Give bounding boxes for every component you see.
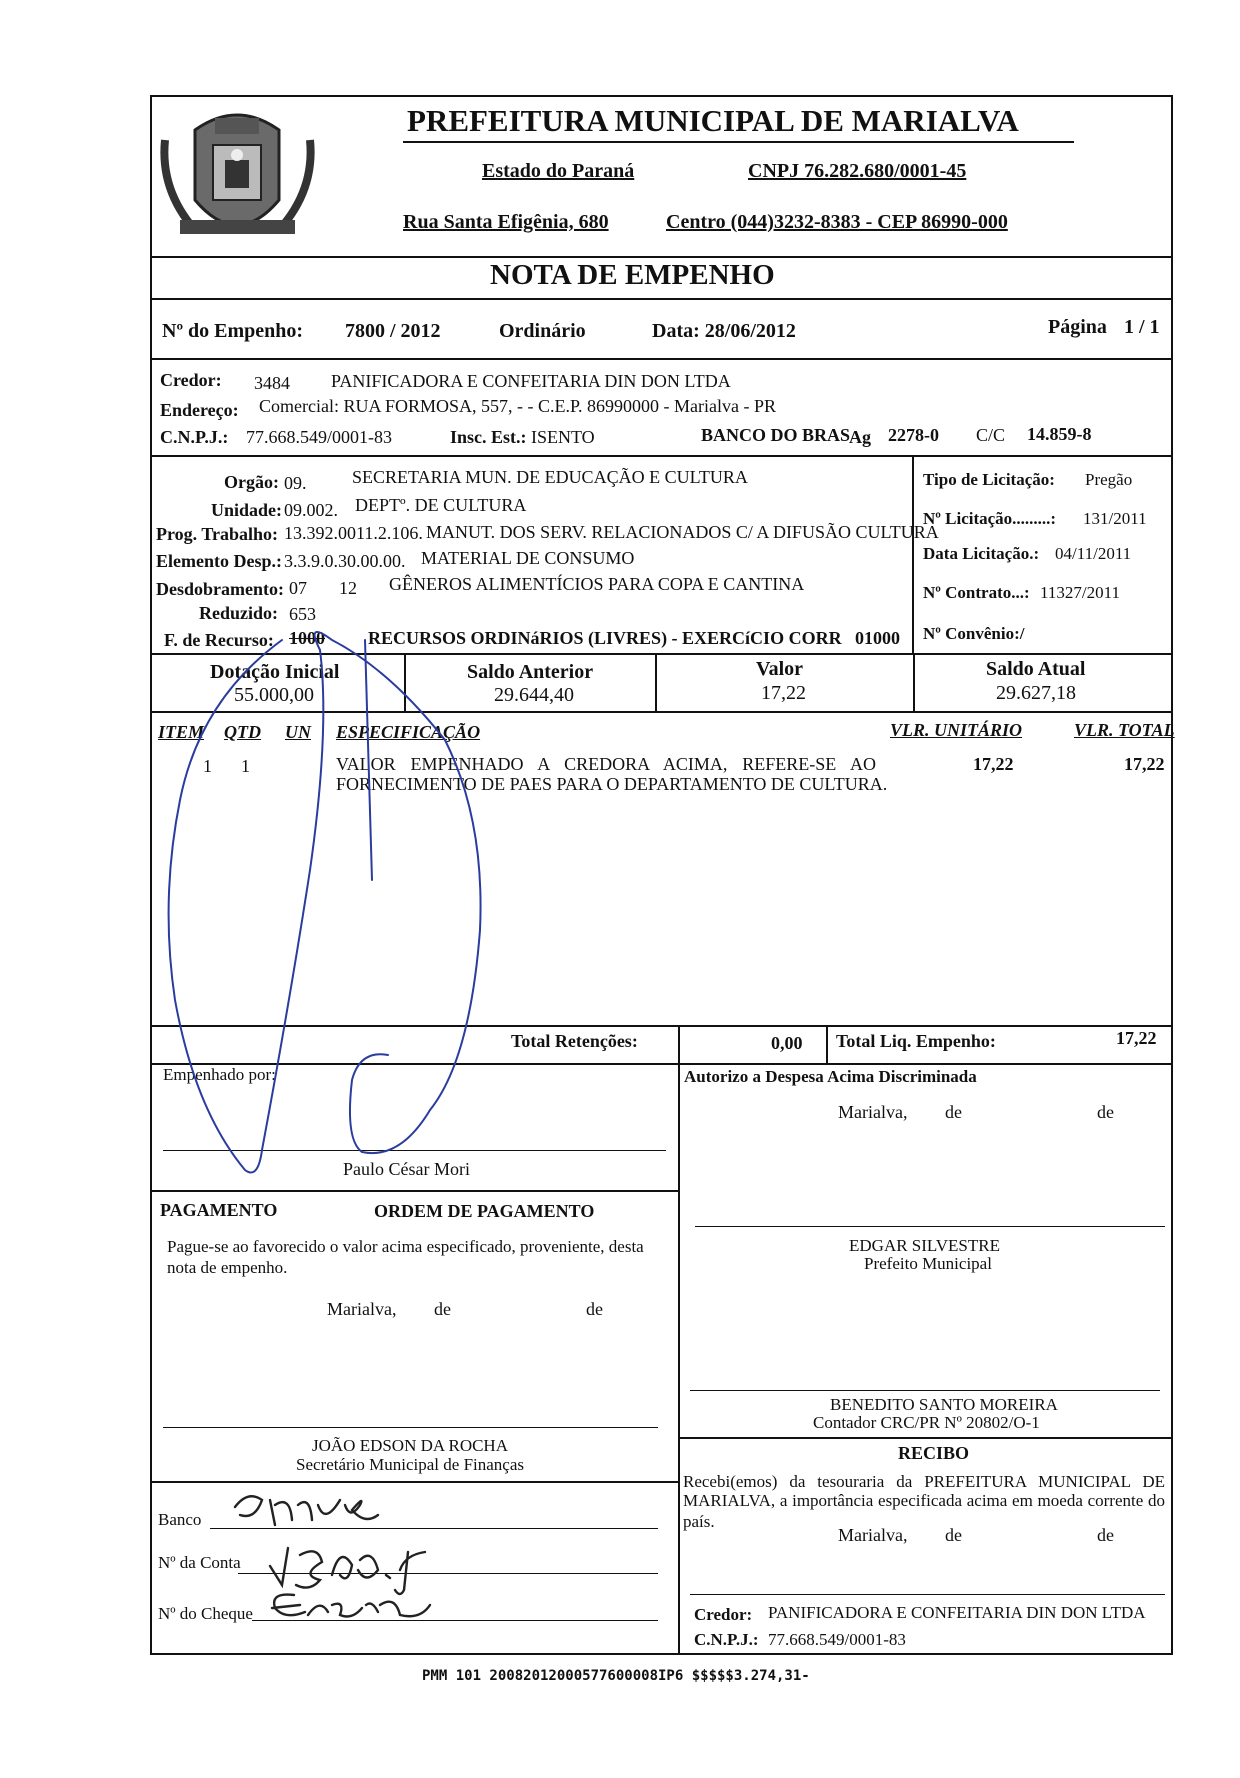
item-qtd: 1: [241, 756, 250, 776]
cc-label: C/C: [976, 425, 1006, 445]
col-item: ITEM: [158, 722, 205, 742]
recurso-code: 1000: [289, 628, 325, 648]
empenho-date: Data: 28/06/2012: [652, 320, 796, 342]
col-espec: ESPECIFICAÇÃO: [336, 722, 481, 742]
total-liq-label: Total Liq. Empenho:: [836, 1031, 996, 1051]
total-liq-value: 17,22: [1116, 1028, 1157, 1048]
desd-code2: 12: [339, 578, 357, 598]
recibo-de2: de: [1097, 1525, 1114, 1545]
recurso-name: RECURSOS ORDINáRIOS (LIVRES) - EXERCíCIO CORR: [368, 628, 842, 648]
ag-value: 2278-0: [888, 425, 939, 445]
prog-label: Prog. Trabalho:: [156, 524, 279, 544]
unidade-label: Unidade:: [211, 500, 283, 520]
valor-label: Valor: [756, 658, 804, 680]
orgao-name: SECRETARIA MUN. DE EDUCAÇÃO E CULTURA: [352, 467, 748, 487]
desd-label: Desdobramento:: [156, 579, 284, 599]
col-total: VLR. TOTAL: [1074, 720, 1175, 740]
num-licitacao-label: Nº Licitação.........:: [923, 509, 1057, 528]
credor-name: PANIFICADORA E CONFEITARIA DIN DON LTDA: [331, 371, 731, 391]
empenhado-label: Empenhado por:: [163, 1065, 276, 1084]
prog-name: MANUT. DOS SERV. RELACIONADOS C/ A DIFUSÃO CULTURA: [426, 522, 939, 542]
address-text: Rua Santa Efigênia, 680: [403, 211, 609, 233]
insc-label: Insc. Est.:: [450, 427, 527, 447]
recibo-label: RECIBO: [898, 1443, 970, 1463]
elem-name: MATERIAL DE CONSUMO: [421, 548, 635, 568]
contrato-value: 11327/2011: [1040, 583, 1120, 602]
reduzido-label: Reduzido:: [199, 603, 279, 623]
recibo-text-line2: MARIALVA, a importância especificada acima em moeda corrente do: [683, 1491, 1165, 1510]
recibo-text-line1: Recebi(emos) da tesouraria da PREFEITURA MUNICIPAL DE: [683, 1472, 1165, 1491]
unidade-code: 09.002.: [284, 500, 338, 520]
num-licitacao-value: 131/2011: [1083, 509, 1147, 528]
prefeito-role: Prefeito Municipal: [864, 1254, 992, 1273]
pagamento-role: Secretário Municipal de Finanças: [296, 1455, 525, 1474]
credor-code: 3484: [254, 373, 290, 393]
saldo-anterior-label: Saldo Anterior: [467, 661, 594, 683]
desd-code1: 07: [289, 578, 307, 598]
recibo-city: Marialva,: [838, 1525, 908, 1545]
cc-value: 14.859-8: [1027, 424, 1092, 444]
pagamento-signer: JOÃO EDSON DA ROCHA: [312, 1436, 508, 1455]
empenho-type: Ordinário: [499, 320, 586, 342]
saldo-anterior-value: 29.644,40: [494, 684, 574, 706]
prog-code: 13.392.0011.2.106.: [284, 523, 423, 543]
orgao-code: 09.: [284, 473, 307, 493]
empenhado-signer: Paulo César Mori: [343, 1159, 470, 1179]
desd-name: GÊNEROS ALIMENTÍCIOS PARA COPA E CANTINA: [389, 574, 805, 594]
item-espec-line1: VALOR EMPENHADO A CREDORA ACIMA, REFERE-SE AO: [336, 754, 876, 774]
tipo-licitacao-value: Pregão: [1085, 470, 1133, 489]
prefeitura-title: PREFEITURA MUNICIPAL DE MARIALVA: [407, 103, 1019, 138]
total-retencoes-value: 0,00: [771, 1033, 803, 1053]
contador-role: Contador CRC/PR Nº 20802/O-1: [813, 1413, 1040, 1432]
item-number: 1: [203, 756, 212, 776]
contador-signer: BENEDITO SANTO MOREIRA: [830, 1395, 1058, 1414]
page-value: 1 / 1: [1124, 316, 1160, 338]
saldo-atual-value: 29.627,18: [996, 682, 1076, 704]
elem-code: 3.3.9.0.30.00.00.: [284, 551, 406, 571]
empenho-number-label: Nº do Empenho:: [162, 320, 304, 342]
item-unit-value: 17,22: [973, 754, 1014, 774]
autorizo-de1: de: [945, 1102, 962, 1122]
item-espec-line2: FORNECIMENTO DE PAES PARA O DEPARTAMENTO DE CULTURA.: [336, 774, 888, 794]
elem-label: Elemento Desp.:: [156, 551, 282, 571]
prefeitura-cnpj: CNPJ 76.282.680/0001-45: [748, 160, 967, 182]
cheque-label: Nº do Cheque: [158, 1604, 253, 1623]
total-retencoes-label: Total Retenções:: [511, 1031, 638, 1051]
recibo-credor-name: PANIFICADORA E CONFEITARIA DIN DON LTDA: [768, 1603, 1146, 1622]
orgao-label: Orgão:: [224, 472, 279, 492]
pagamento-de1: de: [434, 1299, 451, 1319]
saldo-atual-label: Saldo Atual: [986, 658, 1086, 680]
prefeito-signer: EDGAR SILVESTRE: [849, 1236, 1000, 1255]
contact-text: Centro (044)3232-8383 - CEP 86990-000: [666, 211, 1008, 233]
dotacao-inicial-label: Dotação Inicial: [210, 661, 340, 683]
pagamento-text-line1: Pague-se ao favorecido o valor acima especificado, proveniente, desta: [167, 1237, 644, 1256]
address-label: Endereço:: [160, 400, 239, 420]
recurso-number: 01000: [855, 628, 900, 648]
recibo-credor-label: Credor:: [694, 1605, 753, 1624]
insc-value: ISENTO: [531, 427, 595, 447]
cnpj-label: C.N.P.J.:: [160, 427, 229, 447]
bank-name: BANCO DO BRAS: [701, 425, 851, 445]
ag-label: Ag: [849, 427, 871, 447]
col-un: UN: [285, 722, 311, 742]
pagamento-city: Marialva,: [327, 1299, 397, 1319]
credor-address: Comercial: RUA FORMOSA, 557, - - C.E.P. 86990000 - Marialva - PR: [259, 396, 776, 416]
reduzido-value: 653: [289, 604, 316, 624]
col-unit: VLR. UNITÁRIO: [890, 720, 1023, 740]
banco-label: Banco: [158, 1510, 202, 1529]
data-licitacao-label: Data Licitação.:: [923, 544, 1040, 563]
unidade-name: DEPTº. DE CULTURA: [355, 495, 527, 515]
convenio-label: Nº Convênio:/: [923, 624, 1025, 643]
recibo-text-line3: país.: [683, 1512, 715, 1531]
conta-label: Nº da Conta: [158, 1553, 241, 1572]
state-text: Estado do Paraná: [482, 160, 635, 182]
pagamento-de2: de: [586, 1299, 603, 1319]
pagamento-text-line2: nota de empenho.: [167, 1258, 288, 1277]
recibo-cnpj-label: C.N.P.J.:: [694, 1630, 759, 1649]
ordem-pagamento-label: ORDEM DE PAGAMENTO: [374, 1201, 595, 1221]
footer-barcode-text: PMM 101 20082012000577600008IP6 $$$$$3.274,31-: [422, 1668, 810, 1684]
autorizo-label: Autorizo a Despesa Acima Discriminada: [684, 1067, 977, 1086]
autorizo-de2: de: [1097, 1102, 1114, 1122]
autorizo-city: Marialva,: [838, 1102, 908, 1122]
page-label: Página: [1048, 316, 1107, 338]
document-title: NOTA DE EMPENHO: [490, 259, 775, 291]
item-total-value: 17,22: [1124, 754, 1165, 774]
empenho-number: 7800 / 2012: [345, 320, 441, 342]
recibo-de1: de: [945, 1525, 962, 1545]
col-qtd: QTD: [224, 722, 261, 742]
data-licitacao-value: 04/11/2011: [1055, 544, 1132, 563]
pagamento-label: PAGAMENTO: [160, 1200, 278, 1220]
tipo-licitacao-label: Tipo de Licitação:: [923, 470, 1055, 489]
recurso-label: F. de Recurso:: [164, 630, 274, 650]
credor-label: Credor:: [160, 370, 222, 390]
credor-cnpj: 77.668.549/0001-83: [246, 427, 392, 447]
valor-value: 17,22: [761, 682, 806, 704]
dotacao-inicial-value: 55.000,00: [234, 684, 314, 706]
contrato-label: Nº Contrato...:: [923, 583, 1030, 602]
recibo-cnpj-value: 77.668.549/0001-83: [768, 1630, 906, 1649]
